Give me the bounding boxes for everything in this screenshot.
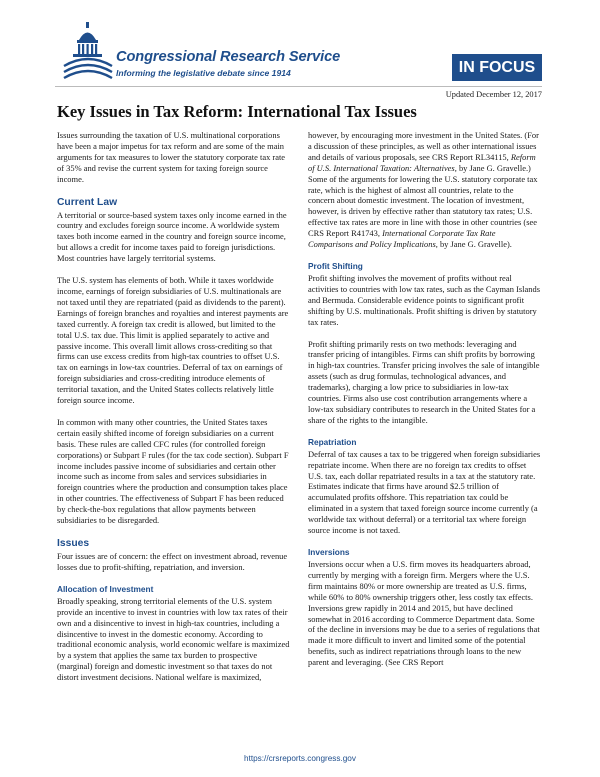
- allocation-continued-paragraph: [308, 130, 542, 250]
- report-title-r41743: International Corporate Tax Rate Comparisons and Policy Implications: [308, 228, 496, 250]
- page-title: Key Issues in Tax Reform: International Tax Issues: [57, 102, 417, 121]
- current-law-heading: Current Law: [57, 196, 118, 208]
- profit-shifting-heading: Profit Shifting: [308, 260, 363, 271]
- current-law-paragraph-2: The U.S. system has elements of both. While it taxes worldwide income, earnings of foreign subsidiaries of U.S. multinationals are not taxed until they are repatriated (paid as dividends to the parent). Earnings of foreign branches and royalties and interest payments are taxed currently. A foreign tax credit is allowed, but limited to the total U.S. tax due. This limit is applied separately to active and passive income. This overall limit allows cross-crediting so that firms can use excess credits from high-tax countries to offset U.S. tax on earnings in low-tax countries. Deferral of tax on earnings of foreign subsidiaries and cross-crediting introduce elements of territorial taxation, and the United States collects relatively little foreign source income.: [57, 275, 289, 406]
- intro-paragraph: Issues surrounding the taxation of U.S. multinational corporations have been a major impetus for tax reform and are some of the main arguments for tax measures to lower the statutory corporate tax rate of 35% and revise the current system for taxing foreign source income.: [57, 130, 286, 184]
- updated-date: Updated December 12, 2017: [445, 90, 542, 99]
- profit-shifting-paragraph-2: Profit shifting primarily rests on two methods: leveraging and transfer pricing of intangibles. Firms can shift profits by borrowing in high-tax countries. Transfer pricing involves the sale of intangible assets (such as drug formulas, technological advances, and trademarks), charging a low price to subsidiaries in low-tax countries. Firms also use cost contribution arrangements where a low-tax subsidiary contributes to research in the United States for a share of the rights to the intangible.: [308, 338, 540, 425]
- left-column: [57, 130, 291, 683]
- issues-heading: Issues: [57, 538, 90, 549]
- repatriation-paragraph: Deferral of tax causes a tax to be triggered when foreign subsidiaries repatriate income. When there are no foreign tax credits to offset U.S. tax, each dollar repatriated results in a tax at the statutory rate. Estimates indicate that firms have around $2.5 trillion of accumulated profits offshore. This repatriation tax could be eliminated in a system that taxed foreign source income currently (a worldwide tax without deferral) or a territorial tax where foreign source income is not taxed.: [308, 448, 541, 536]
- repatriation-heading: Repatriation: [308, 436, 357, 447]
- report-title-rl34115: Reform of U.S. International Taxation: Alternatives: [308, 151, 536, 173]
- inversions-paragraph: Inversions occur when a U.S. firm moves its headquarters abroad, currently by merging with a foreign firm. Mergers where the U.S. firm maintains 80% or more ownership are treated as U.S. firms, while 60% to 80% ownership triggers other, less costly tax effects. Inversions grew rapidly in 2014 and 2015, but have declined somewhat in 2016 according to Commerce Department data. Some of the decline in inversions may be due to a series of regulations that made it more difficult to invert and limited some of the potential benefits, such as indirect repatriations through loans to the new parent and leveraging. (See CRS Report: [308, 559, 540, 668]
- continued-text-c: , by Jane G. Gravelle).: [435, 239, 512, 250]
- current-law-paragraph-3: In common with many other countries, the United States taxes certain easily shifted income of foreign subsidiaries on a current basis. These rules are called CFC rules (for controlled foreign corporations) or Subpart F rules (for the tax code section). Subpart F income includes passive income of subsidiaries and certain other income such as income from sales and services subsidiaries in foreign countries where the production and consumption takes place in other countries. The effectiveness of Subpart F has been reduced by check-the-box regulations that allow payments between subsidiaries to be disregarded.: [57, 416, 289, 526]
- continued-text-a: however, by encouraging more investment in the United States. (For a discussion of these principles, as well as other international issues and details of various proposals, see CRS Report RL34115,: [308, 130, 539, 162]
- issues-paragraph: Four issues are of concern: the effect on investment abroad, revenue losses due to profit-shifting, repatriation, and inversion.: [57, 551, 288, 572]
- right-column: [308, 130, 542, 668]
- allocation-heading: Allocation of Investment: [57, 583, 154, 594]
- profit-shifting-paragraph-1: Profit shifting involves the movement of profits without real activities to countries with low tax rates, such as the Cayman Islands and Bermuda. Considerable evidence points to significant profit shifting by U.S. multinationals. Profit shifting is driven by statutory tax rates.: [308, 272, 540, 327]
- footer-url-link[interactable]: https://crsreports.congress.gov: [244, 754, 356, 763]
- in-focus-badge: IN FOCUS: [452, 54, 542, 81]
- capitol-dome-logo: [62, 22, 114, 80]
- continued-text-b: , by Jane G. Gravelle.) Some of the arguments for lowering the U.S. statutory corporate tax rate, which is the highest of almost all countries, relate to the concern about domestic investment. The location of investment, however, is driven by effective rather than statutory tax rates; U.S. effective tax rates are more in line with those in other countries (see CRS Report R41743,: [308, 162, 538, 239]
- allocation-paragraph: Broadly speaking, strong territorial elements of the U.S. system provide an incentive to invest in countries with low tax rates of their own and a disincentive to invest in high-tax countries, including a disincentive to invest in the domestic economy. According to traditional economic analysis, world economic welfare is maximized by a system that applies the same tax burden to prospective (marginal) foreign and domestic investment so that taxes do not distort investment decisions. National welfare is maximized,: [57, 595, 290, 683]
- header-divider: [55, 86, 542, 87]
- inversions-heading: Inversions: [308, 547, 350, 557]
- current-law-paragraph-1: A territorial or source-based system taxes only income earned in the country and excludes foreign source income. A worldwide system taxes both income earned in the country and foreign source income, but allows a credit for income taxes paid to foreign jurisdictions. Most countries have largely territorial systems.: [57, 209, 287, 264]
- org-name: Congressional Research Service: [116, 49, 341, 65]
- org-tagline: Informing the legislative debate since 1914: [116, 68, 291, 78]
